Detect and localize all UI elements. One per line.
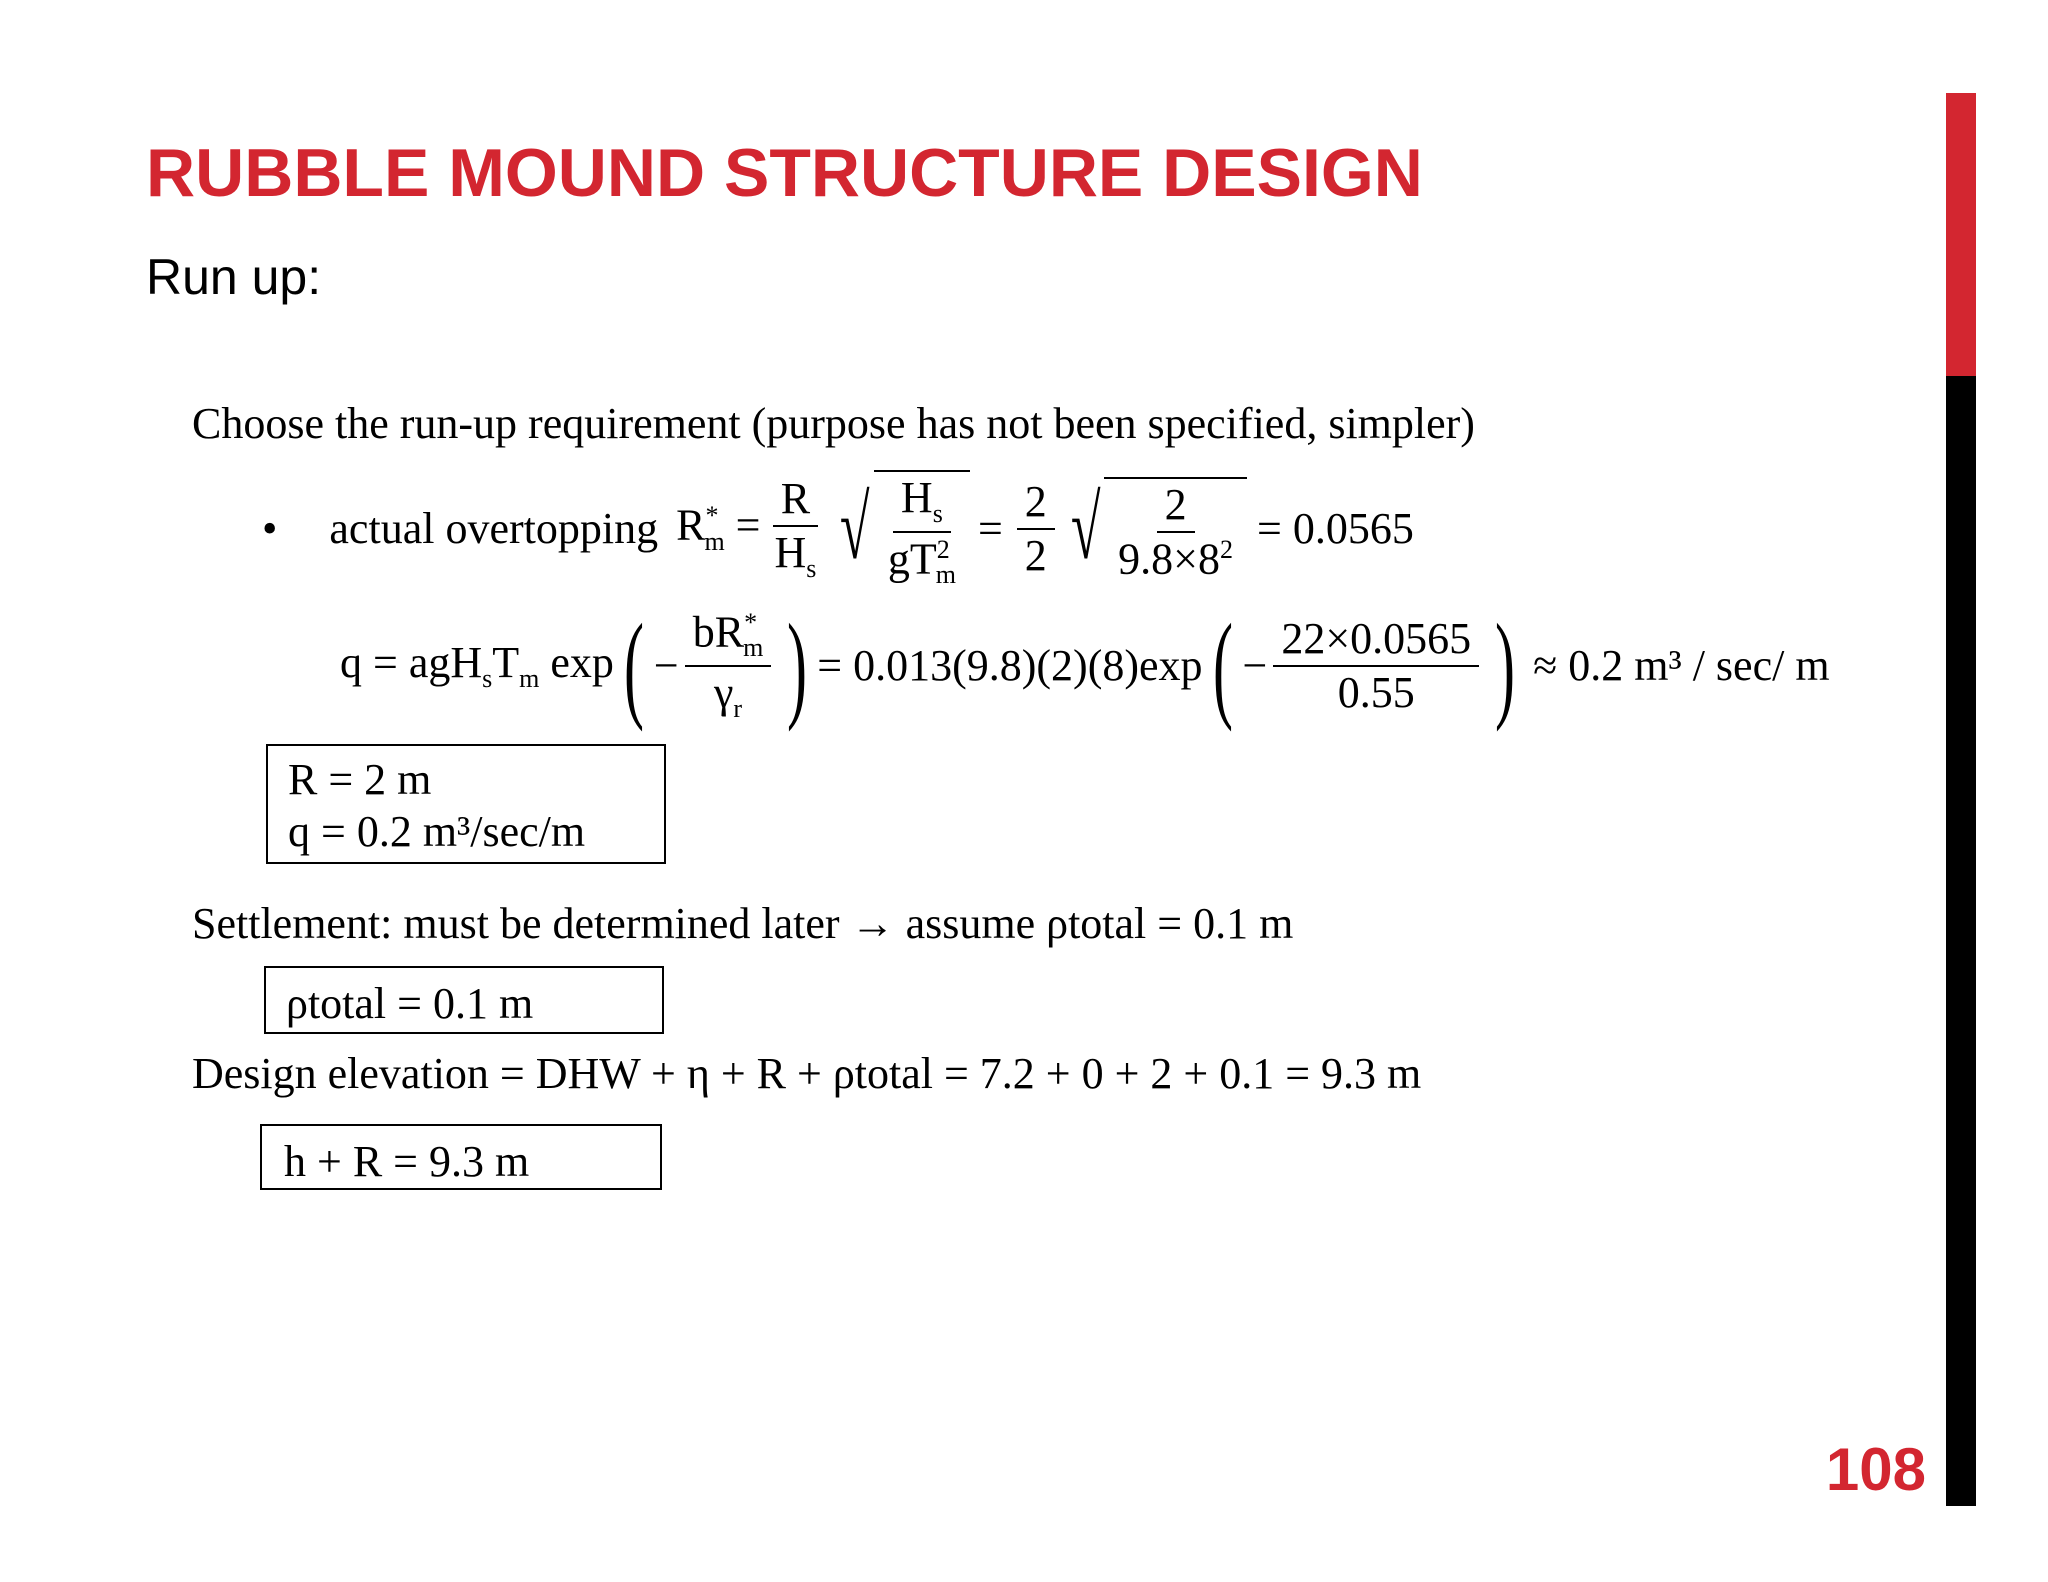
result-box-runup — [266, 744, 666, 864]
result-box-settlement — [264, 966, 664, 1034]
box2-text: ρtotal = 0.1 m — [286, 979, 534, 1028]
design-elevation-text: Design elevation = DHW + η + R + ρtotal = 7.2 + 0 + 2 + 0.1 = 9.3 m — [192, 1049, 1422, 1098]
slide-subtitle: Run up: — [146, 249, 322, 305]
equation-discharge: $q = agH_sT_m$ exp ( − $\frac{bR^*_m}{\gamma_r}$ ) = 0.013(9.8)(2)(8)exp ( − $\frac{22\times 0.0565}{0.55}$ ) ≈ 0.2 m³ / sec/ m — [340, 599, 1830, 732]
settlement-text: Settlement: must be determined later → assume ρtotal = 0.1 m — [192, 899, 1294, 948]
eq1-result: = 0.0565 — [1257, 504, 1414, 554]
overtopping-label: actual overtopping — [329, 504, 659, 554]
eq2-result: ≈ 0.2 m³ / sec/ m — [1533, 641, 1830, 690]
page-number: 108 — [1825, 1436, 1926, 1503]
box1-line1: R = 2 m — [288, 755, 432, 804]
box3-text: h + R = 9.3 m — [284, 1137, 530, 1186]
accent-bar-red — [1946, 93, 1976, 376]
equation-overtopping: • actual overtopping $R^*_m$ = $\frac{R}{H_s}$ √ $\frac{H_s}{gT^2_m}$ = $\frac{2}{2}$ √ $\frac{2}{9.8\times 8^2}$ = 0.0565 — [262, 470, 1414, 588]
intro-text: Choose the run-up requirement (purpose has not been specified, simpler) — [192, 399, 1475, 448]
result-box-elevation — [260, 1124, 662, 1190]
bullet: • — [262, 504, 278, 554]
box1-line2: q = 0.2 m³/sec/m — [288, 807, 586, 856]
accent-bar-black — [1946, 376, 1976, 1506]
slide-title: RUBBLE MOUND STRUCTURE DESIGN — [146, 135, 1423, 211]
